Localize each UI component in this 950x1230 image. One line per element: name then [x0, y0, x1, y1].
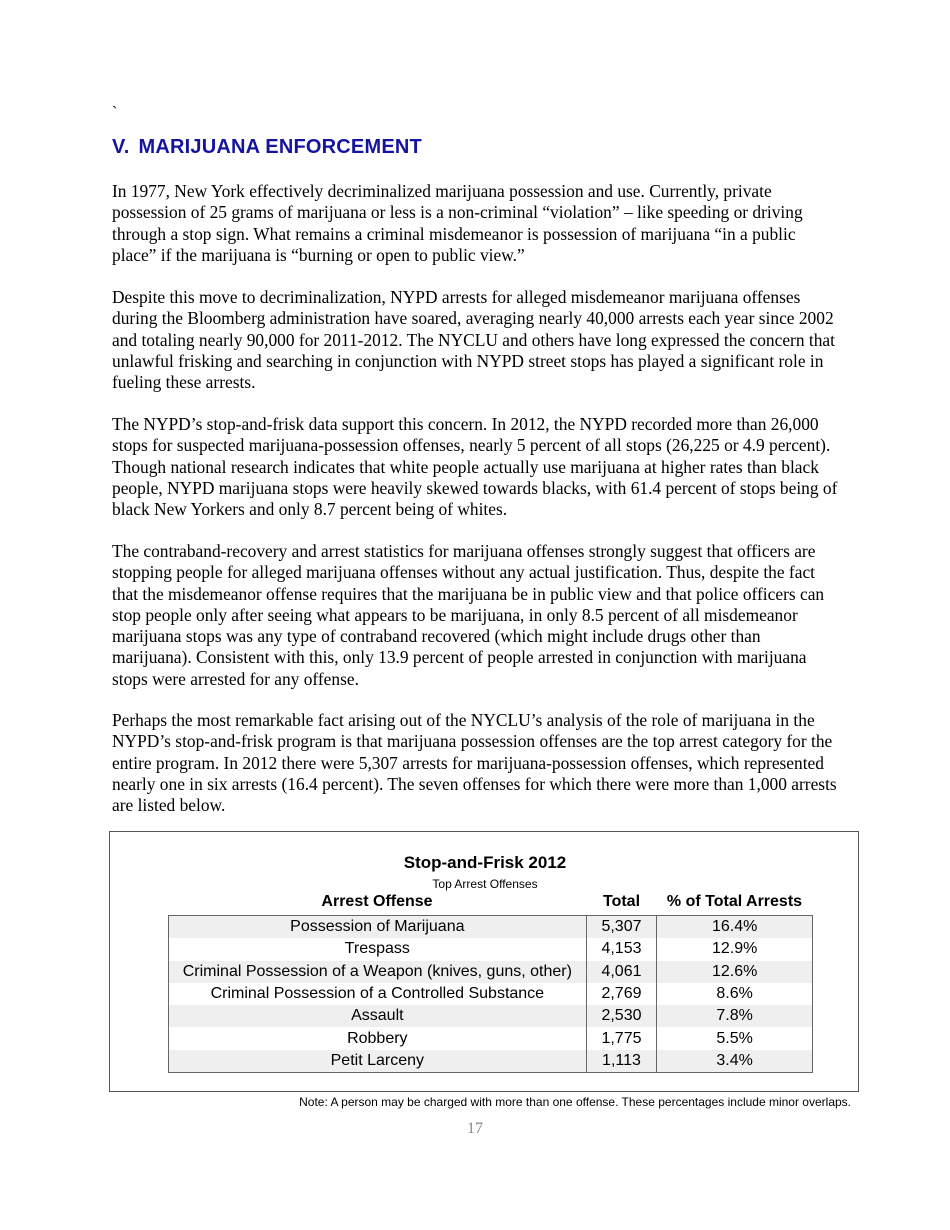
table-row [169, 1005, 813, 1027]
table-row [169, 916, 813, 939]
cell-percent: 16.4% [657, 916, 813, 939]
cell-offense: Criminal Possession of a Weapon (knives, guns, other) [169, 961, 587, 983]
table-row [169, 961, 813, 983]
cell-percent: 7.8% [657, 1005, 813, 1027]
arrest-offenses-table [168, 915, 813, 1073]
section-heading [112, 136, 422, 159]
paragraph-contraband-recovery: The contraband-recovery and arrest statistics for marijuana offenses strongly suggest that officers are stopping people for alleged marijuana offenses without any actual justification. Thus, despite the fact that the misdemeanor offense requires that the marijuana be in public view and that police officers can stop people only after seeing what appears to be marijuana, in only 8.5 percent of all misdemeanor marijuana stops was any type of contraband recovered (which might include drugs other than marijuana). Consistent with this, only 13.9 percent of people arrested in conjunction with marijuana stops were arrested for any offense. [112, 541, 825, 689]
cell-percent: 12.9% [657, 938, 813, 960]
cell-total: 1,775 [586, 1027, 657, 1049]
cell-offense: Robbery [169, 1027, 587, 1049]
cell-percent: 3.4% [657, 1050, 813, 1073]
cell-offense: Petit Larceny [169, 1050, 587, 1073]
cell-offense: Possession of Marijuana [169, 916, 587, 939]
table-row [169, 983, 813, 1005]
cell-total: 5,307 [586, 916, 657, 939]
section-number: V. [112, 136, 130, 158]
cell-offense: Criminal Possession of a Controlled Substance [169, 983, 587, 1005]
table-row [169, 938, 813, 960]
table-note: Note: A person may be charged with more than one offense. These percentages include minor overlaps. [299, 1095, 851, 1109]
table-subtitle: Top Arrest Offenses [432, 877, 538, 891]
paragraph-decriminalization: In 1977, New York effectively decriminalized marijuana possession and use. Currently, private possession of 25 grams of marijuana or less is a non-criminal “violation” – like speeding or driving through a stop sign. What remains a criminal misdemeanor is possession of marijuana “in a public place” if the marijuana is “burning or open to public view.” [112, 181, 803, 265]
cell-total: 2,769 [586, 983, 657, 1005]
section-title: MARIJUANA ENFORCEMENT [138, 136, 422, 158]
cell-total: 2,530 [586, 1005, 657, 1027]
paragraph-arrests-soared: Despite this move to decriminalization, NYPD arrests for alleged misdemeanor marijuana offenses during the Bloomberg administration have soared, averaging nearly 40,000 arrests each year since 2002 and totaling nearly 90,000 for 2011-2012. The NYCLU and others have long expressed the concern that unlawful frisking and searching in conjunction with NYPD street stops has played a significant role in fueling these arrests. [112, 287, 835, 393]
column-header-total: Total [602, 893, 641, 910]
cell-total: 1,113 [586, 1050, 657, 1073]
paragraph-top-arrest-category: Perhaps the most remarkable fact arising out of the NYCLU’s analysis of the role of marijuana in the NYPD’s stop-and-frisk program is that marijuana possession offenses are the top arrest category for the entire program. In 2012 there were 5,307 arrests for marijuana-possession offenses, which represented nearly one in six arrests (16.4 percent). The seven offenses for which there were more than 1,000 arrests are listed below. [112, 710, 837, 816]
cell-offense: Trespass [169, 938, 587, 960]
cell-percent: 12.6% [657, 961, 813, 983]
stray-mark: ` [112, 104, 118, 121]
cell-total: 4,153 [586, 938, 657, 960]
arrest-offenses-table-box [109, 831, 859, 1092]
table-row [169, 1027, 813, 1049]
paragraph-stop-frisk-data: The NYPD’s stop-and-frisk data support this concern. In 2012, the NYPD recorded more than 26,000 stops for suspected marijuana-possession offenses, nearly 5 percent of all stops (26,225 or 4.9 percent). Though national research indicates that white people actually use marijuana at higher rates than black people, NYPD marijuana stops were heavily skewed towards blacks, with 61.4 percent of stops being of black New Yorkers and only 8.7 percent being of whites. [112, 414, 838, 520]
table-row [169, 1050, 813, 1073]
cell-total: 4,061 [586, 961, 657, 983]
column-header-offense: Arrest Offense [321, 893, 433, 910]
cell-percent: 5.5% [657, 1027, 813, 1049]
page-number: 17 [467, 1120, 483, 1137]
table-title: Stop-and-Frisk 2012 [403, 853, 567, 872]
column-header-percent: % of Total Arrests [666, 893, 803, 910]
cell-offense: Assault [169, 1005, 587, 1027]
cell-percent: 8.6% [657, 983, 813, 1005]
